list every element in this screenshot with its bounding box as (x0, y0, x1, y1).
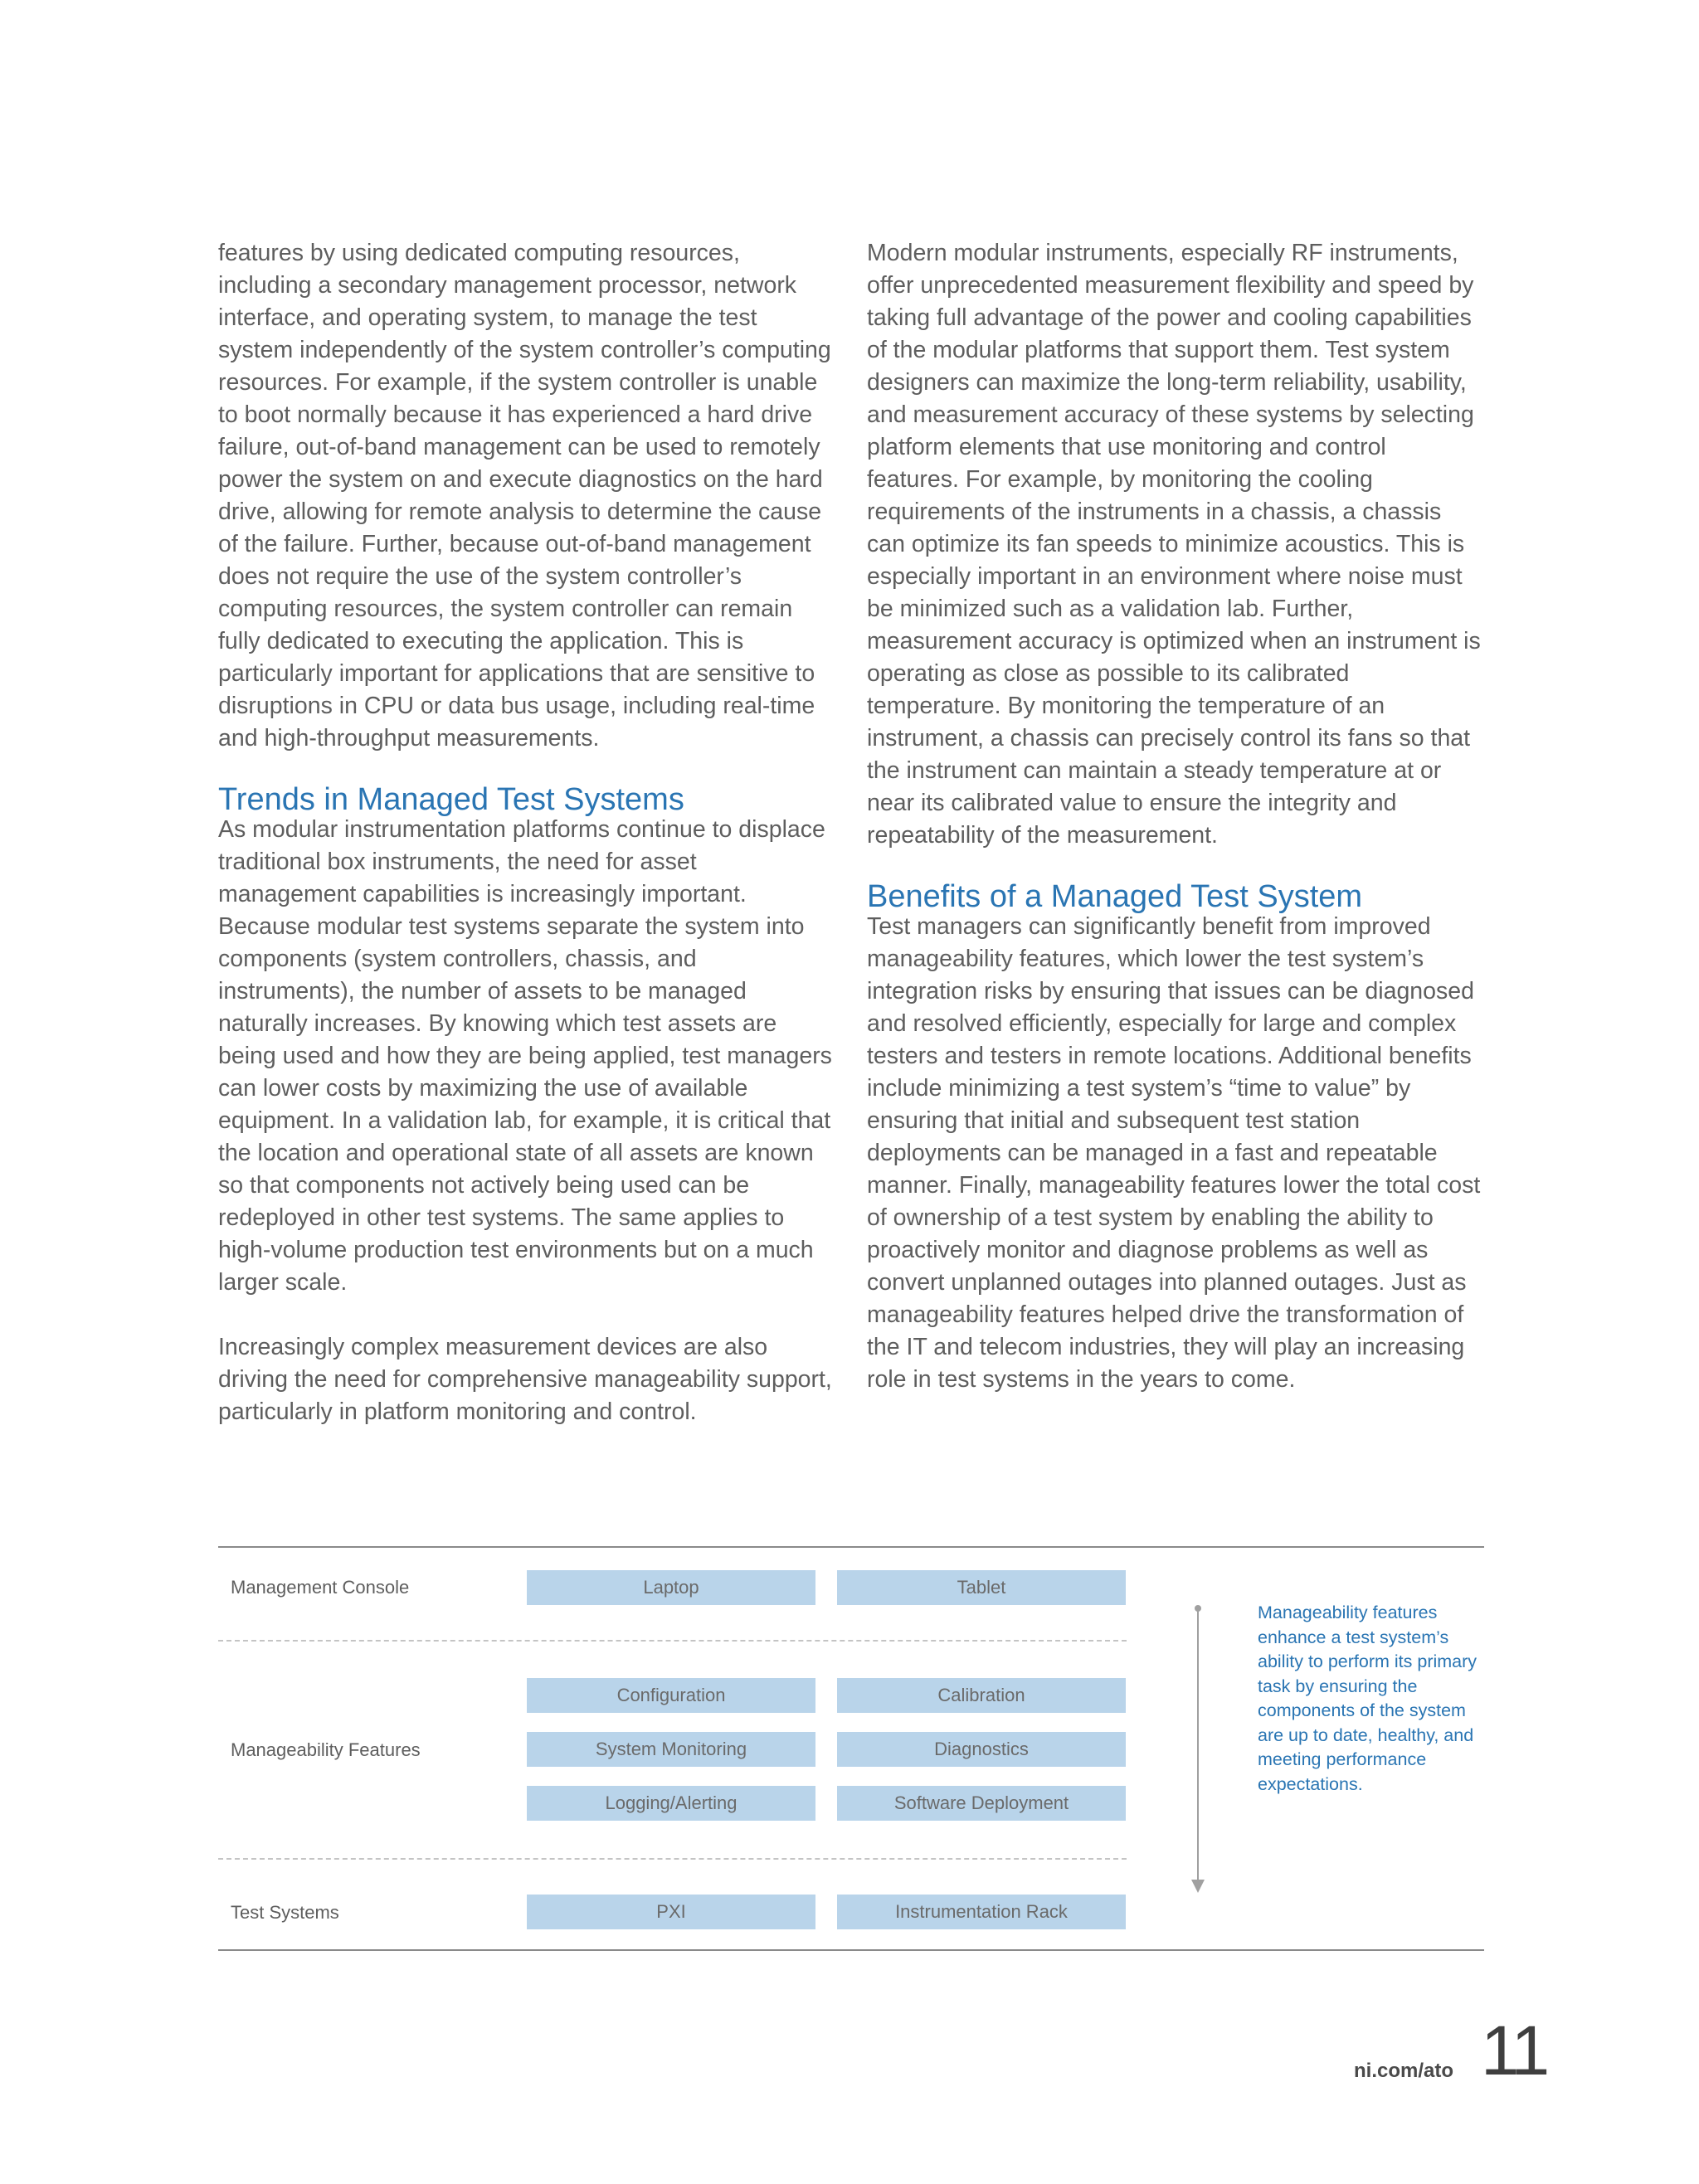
diagram-divider-upper (218, 1640, 1127, 1642)
page-number: 11 (1481, 2011, 1547, 2089)
box-configuration: Configuration (527, 1678, 815, 1713)
arrow-down-icon (1191, 1880, 1205, 1893)
right-paragraph-2: Test managers can significantly benefit from improved manageability features, which lower the test system’s integration risks by ensuring that issues can be diagnosed and resolved efficiently, especially for large and complex testers and testers in remote locations. Additional benefits include minimizing a test system’s “time to value” by ensuring that initial and subsequent test station deployments can be managed in a fast and repeatable manner. Finally, manageability features lower the total cost of ownership of a test system by enabling the ability to proactively monitor and diagnose problems as well as convert unplanned outages into planned outages. Just as manageability features helped drive the transformation of the IT and telecom industries, they will play an increasing role in test systems in the years to come. (867, 913, 1481, 1393)
box-software-deployment: Software Deployment (837, 1786, 1126, 1821)
box-tablet: Tablet (837, 1570, 1126, 1605)
section-heading-benefits: Benefits of a Managed Test System (867, 879, 1363, 914)
section-heading-trends: Trends in Managed Test Systems (218, 782, 684, 817)
box-calibration: Calibration (837, 1678, 1126, 1713)
row-label-manageability-features: Manageability Features (231, 1739, 421, 1760)
left-paragraph-1: features by using dedicated computing resources, including a secondary management processor, network interface, and operating system, to manage the test system independently of the system controller’s computing resources. For example, if the system controller is unable to boot normally because it has experienced a hard drive failure, out-of-band management can be used to remotely power the system on and execute diagnostics on the hard drive, allowing for remote analysis to determine the cause of the failure. Further, because out-of-band management does not require the use of the system controller’s computing resources, the system controller can remain fully dedicated to executing the application. This is particularly important for applications that are sensitive to disruptions in CPU or data bus usage, including real-time and high-throughput measurements. (218, 240, 831, 752)
diagram-top-rule (218, 1546, 1484, 1548)
row-label-test-systems: Test Systems (231, 1902, 339, 1923)
diagram-divider-lower (218, 1858, 1127, 1860)
left-paragraph-2: As modular instrumentation platforms continue to displace traditional box instruments, the need for asset management capabilities is increasingly important. Because modular test systems separate the system into components (system controllers, chassis, and instruments), the number of assets to be managed naturally increases. By knowing which test assets are being used and how they are being applied, test managers can lower costs by maximizing the use of available equipment. In a validation lab, for example, it is critical that the location and operational state of all assets are known so that components not actively being used can be redeployed in other test systems. The same applies to high-volume production test environments but on a much larger scale. (218, 816, 832, 1296)
box-logging-alerting: Logging/Alerting (527, 1786, 815, 1821)
box-system-monitoring: System Monitoring (527, 1732, 815, 1767)
left-paragraph-3: Increasingly complex measurement devices are also driving the need for comprehensive manageability support, particularly in platform monitoring and control. (218, 1334, 832, 1425)
flow-arrow-line (1197, 1609, 1199, 1883)
box-pxi: PXI (527, 1895, 815, 1929)
diagram-caption-note: Manageability features enhance a test system’s ability to perform its primary task by ensuring the components of the system are up to date, healthy, and meeting performance expectations. (1258, 1603, 1477, 1794)
footer-site-url: ni.com/ato (1354, 2060, 1454, 2082)
box-laptop: Laptop (527, 1570, 815, 1605)
box-diagnostics: Diagnostics (837, 1732, 1126, 1767)
right-column (867, 237, 1481, 1396)
box-instrumentation-rack: Instrumentation Rack (837, 1895, 1126, 1929)
row-label-management-console: Management Console (231, 1577, 410, 1598)
left-column (218, 237, 832, 1428)
right-paragraph-1: Modern modular instruments, especially RF instruments, offer unprecedented measurement flexibility and speed by taking full advantage of the power and cooling capabilities of the modular platforms that support them. Test system designers can maximize the long-term reliability, usability, and measurement accuracy of these systems by selecting platform elements that use monitoring and control features. For example, by monitoring the cooling requirements of the instruments in a chassis, a chassis can optimize its fan speeds to minimize acoustics. This is especially important in an environment where noise must be minimized such as a validation lab. Further, measurement accuracy is optimized when an instrument is operating as close as possible to its calibrated temperature. By monitoring the temperature of an instrument, a chassis can precisely control its fans so that the instrument can maintain a steady temperature at or near its calibrated value to ensure the integrity and repeatability of the measurement. (867, 240, 1481, 849)
diagram-bottom-rule (218, 1949, 1484, 1951)
